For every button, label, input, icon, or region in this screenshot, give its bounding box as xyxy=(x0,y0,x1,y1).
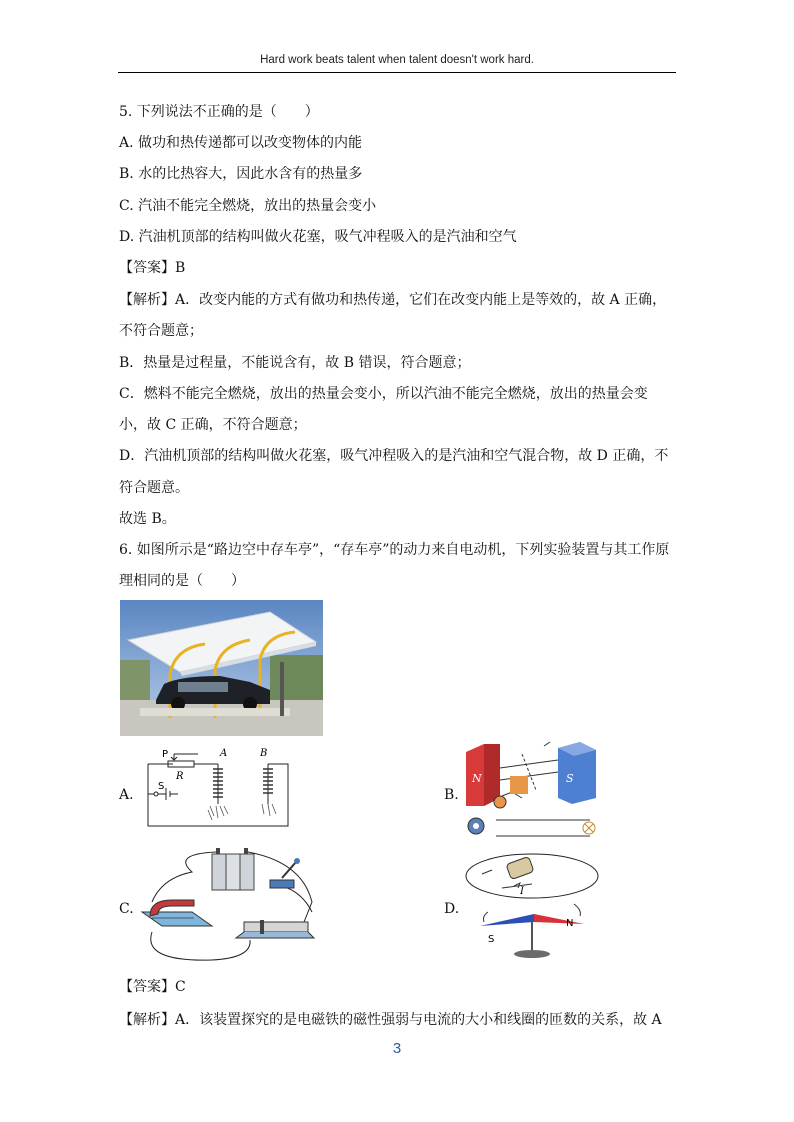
generator-figure xyxy=(462,740,607,840)
needle-n: N xyxy=(566,918,574,929)
option-d-label: D. xyxy=(444,901,460,917)
pole-n: N xyxy=(472,772,482,785)
option-b-label: B. xyxy=(444,787,459,803)
parking-pavilion-photo xyxy=(120,600,323,736)
oersted-experiment-figure xyxy=(462,848,602,966)
q5-analysis-line: 符合题意。 xyxy=(119,480,189,496)
q5-analysis-line: C．燃料不能完全燃烧，放出的热量会变小，所以汽油不能完全燃烧，放出的热量会变 xyxy=(119,386,648,402)
q5-analysis-line: B．热量是过程量，不能说含有，故 B 错误，符合题意； xyxy=(119,355,471,371)
q5-option-a: A. 做功和热传递都可以改变物体的内能 xyxy=(119,135,363,151)
page-header: Hard work beats talent when talent doesn't work hard. xyxy=(260,54,534,66)
q6-stem: 6. 如图所示是“路边空中存车亭”，“存车亭”的动力来自电动机，下列实验装置与其工作原 xyxy=(119,542,670,558)
header-divider xyxy=(118,72,676,73)
q5-option-d: D. 汽油机顶部的结构叫做火花塞，吸气冲程吸入的是汽油和空气 xyxy=(119,229,517,245)
q5-analysis-line: D．汽油机顶部的结构叫做火花塞，吸气冲程吸入的是汽油和空气混合物，故 D 正确，不 xyxy=(119,448,669,464)
q5-option-c: C. 汽油不能完全燃烧，放出的热量会变小 xyxy=(119,198,377,214)
label-s: S xyxy=(158,781,165,792)
q6-answer: 【答案】C xyxy=(119,979,186,995)
q6-stem: 理相同的是（ ） xyxy=(119,573,245,589)
q5-analysis-line: 【解析】A．改变内能的方式有做功和热传递，它们在改变内能上是等效的，故 A 正确， xyxy=(119,292,667,308)
needle-s: S xyxy=(488,934,495,945)
option-a-label: A. xyxy=(119,787,134,803)
electromagnet-circuit-figure xyxy=(138,744,298,836)
label-r: R xyxy=(176,771,184,782)
label-p: P xyxy=(162,749,169,760)
q5-answer: 【答案】B xyxy=(119,260,186,276)
q5-conclusion: 故选 B。 xyxy=(119,511,176,527)
motor-model-figure xyxy=(132,842,327,967)
option-c-label: C. xyxy=(119,901,134,917)
q5-analysis-line: 小，故 C 正确，不符合题意； xyxy=(119,417,307,433)
q5-stem: 5. 下列说法不正确的是（ ） xyxy=(119,104,319,120)
pole-s: S xyxy=(566,772,574,785)
q6-analysis-line: 【解析】A．该装置探究的是电磁铁的磁性强弱与电流的大小和线圈的匝数的关系，故 A xyxy=(119,1012,662,1028)
label-b: B xyxy=(260,748,268,759)
q5-analysis-line: 不符合题意； xyxy=(119,323,203,339)
label-a: A xyxy=(220,748,228,759)
current-label: I xyxy=(520,886,524,897)
q5-option-b: B. 水的比热容大，因此水含有的热量多 xyxy=(119,166,363,182)
page-number: 3 xyxy=(392,1040,402,1057)
